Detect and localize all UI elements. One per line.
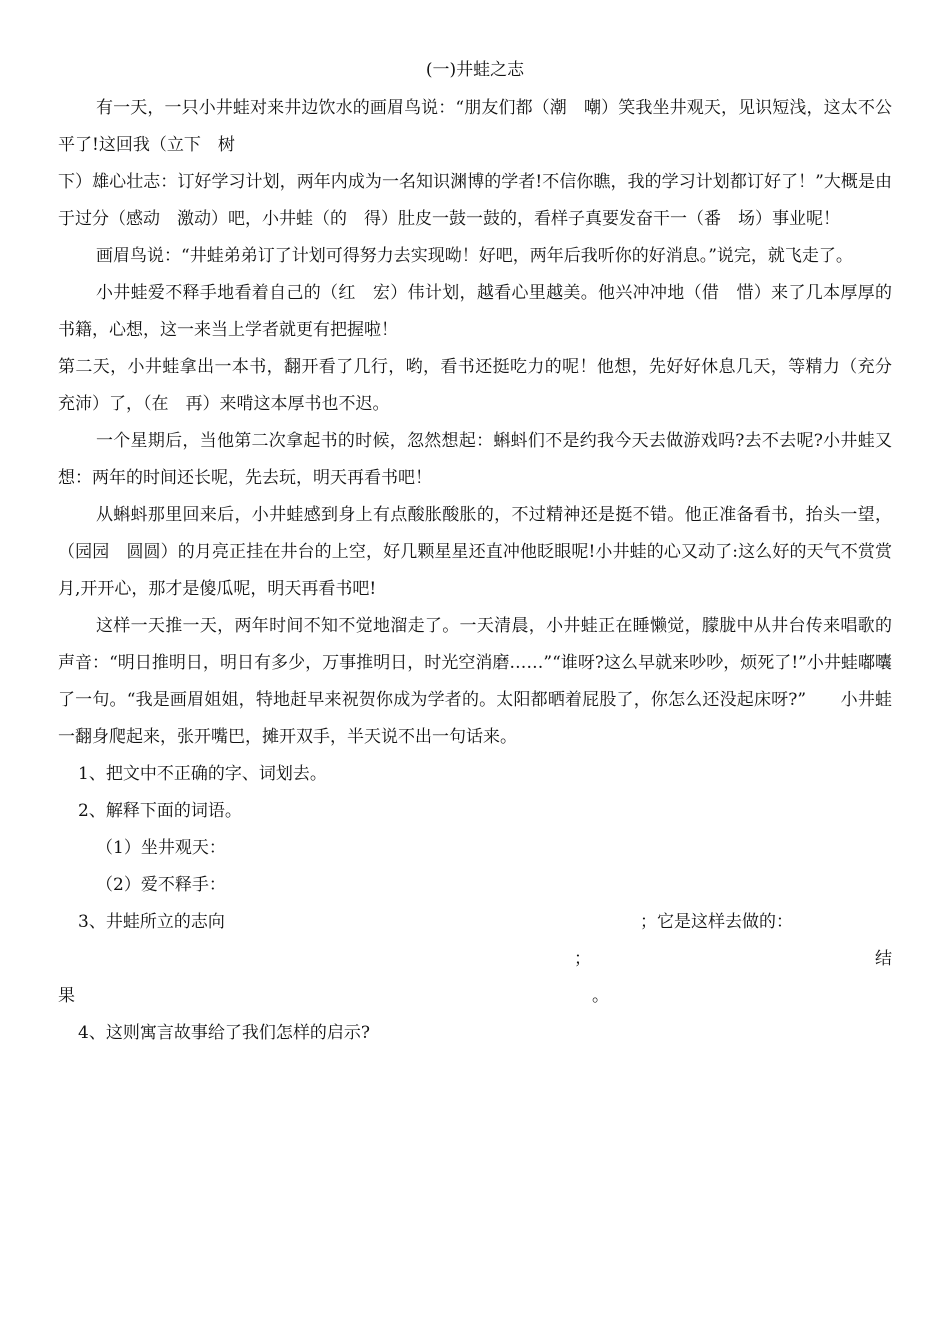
question-2-item-1: （1）坐井观天： (96, 838, 226, 858)
paragraph-3: 小井蛙爱不释手地看着自己的（红 宏）伟计划，越看心里越美。他兴冲冲地（借 惜）来了几本厚厚的书籍，心想，这一来当上学者就更有把握啦！ (58, 283, 892, 340)
question-2: 2、解释下面的词语。 (78, 801, 242, 821)
question-1: 1、把文中不正确的字、词划去。 (78, 764, 327, 784)
document-title: (一)井蛙之志 (425, 60, 525, 80)
story-body (58, 90, 909, 1052)
question-4: 4、这则寓言故事给了我们怎样的启示? (78, 1023, 370, 1043)
question-3-line-3 (58, 978, 892, 1015)
question-3-line-2 (58, 941, 892, 978)
question-3-result-2: 果 (58, 986, 75, 1006)
question-3-result-1: 结 (875, 949, 892, 969)
question-3-method-prompt: ；它是这样去做的： (640, 912, 793, 932)
question-3-semicolon: ； (574, 949, 591, 969)
question-3-end: 。 (592, 986, 609, 1006)
paragraph-7: 这样一天推一天，两年时间不知不觉地溜走了。一天清晨，小井蛙正在睡懒觉，朦胧中从井台传来唱歌的声音：“明日推明日，明日有多少，万事推明日，时光空消磨……”“谁呀?这么早就来吵吵，烦死了!”小井蛙嘟囔了一句。“我是画眉姐姐，特地赶早来祝贺你成为学者的。太阳都晒着屁股了，你怎么还没起床呀?” 小井蛙一翻身爬起来，张开嘴巴，摊开双手，半天说不出一句话来。 (58, 616, 892, 747)
paragraph-2: 画眉鸟说：“井蛙弟弟订了计划可得努力去实现呦！好吧，两年后我听你的好消息。”说完，就飞走了。 (96, 246, 853, 266)
question-3-line-1 (58, 904, 892, 941)
paragraph-1b: 下）雄心壮志：订好学习计划，两年内成为一名知识渊博的学者!不信你瞧，我的学习计划都订好了！”大概是由于过分（感动 激动）吧，小井蛙（的 得）肚皮一鼓一鼓的，看样子真要发奋干一（番 场）事业呢！ (58, 172, 892, 229)
paragraph-4: 第二天，小井蛙拿出一本书，翻开看了几行，哟，看书还挺吃力的呢！他想，先好好休息几天，等精力（充分 充沛）了，（在 再）来啃这本厚书也不迟。 (58, 357, 909, 414)
paragraph-1a: 有一天，一只小井蛙对来井边饮水的画眉鸟说：“朋友们都（潮 嘲）笑我坐井观天，见识短浅，这太不公平了!这回我（立下 树 (58, 98, 892, 155)
paragraph-6: 从蝌蚪那里回来后，小井蛙感到身上有点酸胀酸胀的，不过精神还是挺不错。他正准备看书，抬头一望，（园园 圆圆）的月亮正挂在井台的上空，好几颗星星还直冲他眨眼呢!小井蛙的心又动了:这么好的天气不赏赏月,开开心，那才是傻瓜呢，明天再看书吧! (58, 505, 892, 599)
paragraph-5: 一个星期后，当他第二次拿起书的时候，忽然想起：蝌蚪们不是约我今天去做游戏吗?去不去呢?小井蛙又想：两年的时间还长呢，先去玩，明天再看书吧！ (58, 431, 892, 488)
question-2-item-2: （2）爱不释手： (96, 875, 226, 895)
question-3-prompt: 3、井蛙所立的志向 (78, 912, 225, 932)
